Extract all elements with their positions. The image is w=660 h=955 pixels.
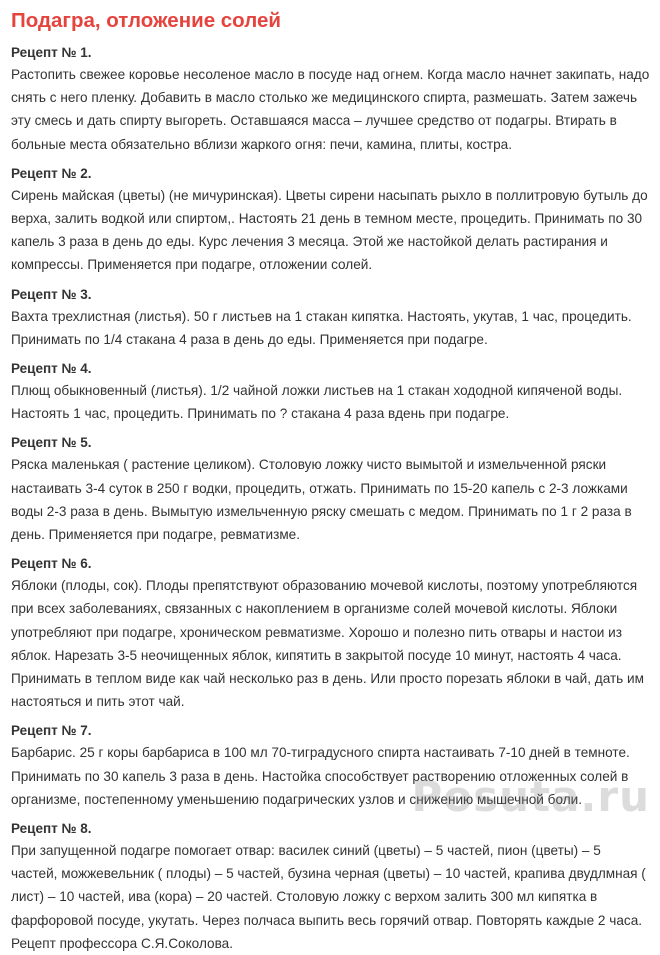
site-watermark: Posuta.ru [411, 772, 650, 821]
recipe-text: Вахта трехлистная (листья). 50 г листьев на 1 стакан кипятка. Настоять, укутав, 1 час, процедить. Принимать по 1/4 стакана 4 раза в день до еды. Применяется при подагре. [11, 308, 632, 347]
recipe-heading: Рецепт № 1. [11, 45, 92, 60]
recipe-heading: Рецепт № 4. [11, 361, 92, 377]
recipe-4 [11, 359, 650, 425]
recipe-2 [11, 164, 650, 277]
recipe-text: Сирень майская (цветы) (не мичуринская). Цветы сирени насыпать рыхло в поллитровую бутыль до верха, залить водкой или спиртом,. Настоять 21 день в темном месте, процедить. Принимать по 30 капель 3 раза в день до еды. Курс лечения 3 месяца. Этой же настойкой делать растирания и компрессы. Применяется при подагре, отложении солей. [11, 187, 648, 273]
recipe-text: Растопить свежее коровье несоленое масло в посуде над огнем. Когда масло начнет закипать, надо снять с него пленку. Добавить в масло столько же медицинского спирта, размешать. Затем зажечь эту смесь и дать спирту выгореть. Оставшаяся масса – лучшее средство от подагры. Втирать в больные места обязательно вблизи жаркого огня: печи, камина, плиты, костра. [11, 67, 650, 152]
recipe-heading: Рецепт № 2. [11, 165, 92, 181]
recipe-text: Плющ обыкновенный (листья). 1/2 чайной ложки листьев на 1 стакан хододной кипяченой воды. Настоять 1 час, процедить. Принимать по ? стакана 4 раза вдень при подагре. [11, 383, 623, 422]
page-title: Подагра, отложение солей [11, 9, 281, 32]
recipe-8 [11, 819, 650, 955]
recipe-5 [11, 433, 650, 546]
recipe-7 [11, 721, 650, 811]
recipe-heading: Рецепт № 5. [11, 435, 92, 451]
recipe-text: Яблоки (плоды, сок). Плоды препятствуют образованию мочевой кислоты, поэтому употребляются при всех заболеваниях, связанных с накоплением в организме солей мочевой кислоты. Яблоки употребляют при подагре, хроническом ревматизме. Хорошо и полезно пить отвары и настои из яблок. Нарезать 3-5 неочищенных яблок, кипятить в закрытой посуде 10 минут, настоять 4 часа. Принимать в теплом виде как чай несколько раз в день. Или просто порезать яблоки в чай, дать им настояться и пить этот чай. [11, 578, 644, 710]
recipe-heading: Рецепт № 3. [11, 286, 92, 302]
recipe-3 [11, 285, 650, 351]
recipe-text: При запущенной подагре помогает отвар: василек синий (цветы) – 5 частей, пион (цветы) – 5 частей, можжевельник ( плоды) – 5 частей, бузина черная (цветы) – 10 частей, крапива двудлмная ( лист) – 10 частей, ива (кора) – 20 частей. Столовую ложку с верхом залить 300 мл кипятка в фарфоровой посуде, укутать. Через полчаса выпить весь горячий отвар. Повторять каждые 2 часа. Рецепт профессора С.Я.Соколова. [11, 843, 646, 951]
recipe-heading: Рецепт № 7. [11, 723, 92, 739]
recipe-1 [11, 43, 650, 156]
recipe-heading: Рецепт № 8. [11, 821, 92, 837]
recipe-text: Ряска маленькая ( растение целиком). Столовую ложку чисто вымытой и измельченной ряски настаивать 3-4 суток в 250 г водки, процедить, отжать. Принимать по 15-20 капель с 2-3 ложками воды 2-3 раза в день. Вымытую измельченную ряску смешать с медом. Принимать по 1 г 2 раза в день. Применяется при подагре, ревматизме. [11, 457, 632, 543]
recipe-6 [11, 554, 650, 713]
recipe-heading: Рецепт № 6. [11, 556, 92, 572]
recipe-text: Барбарис. 25 г коры барбариса в 100 мл 70-тиградусного спирта настаивать 7-10 дней в темноте. Принимать по 30 капель 3 раза в день. Настойка способствует растворению отложенных солей в организме, постепенному уменьшению подагрических узлов и снижению мышечной боли. [11, 745, 630, 807]
